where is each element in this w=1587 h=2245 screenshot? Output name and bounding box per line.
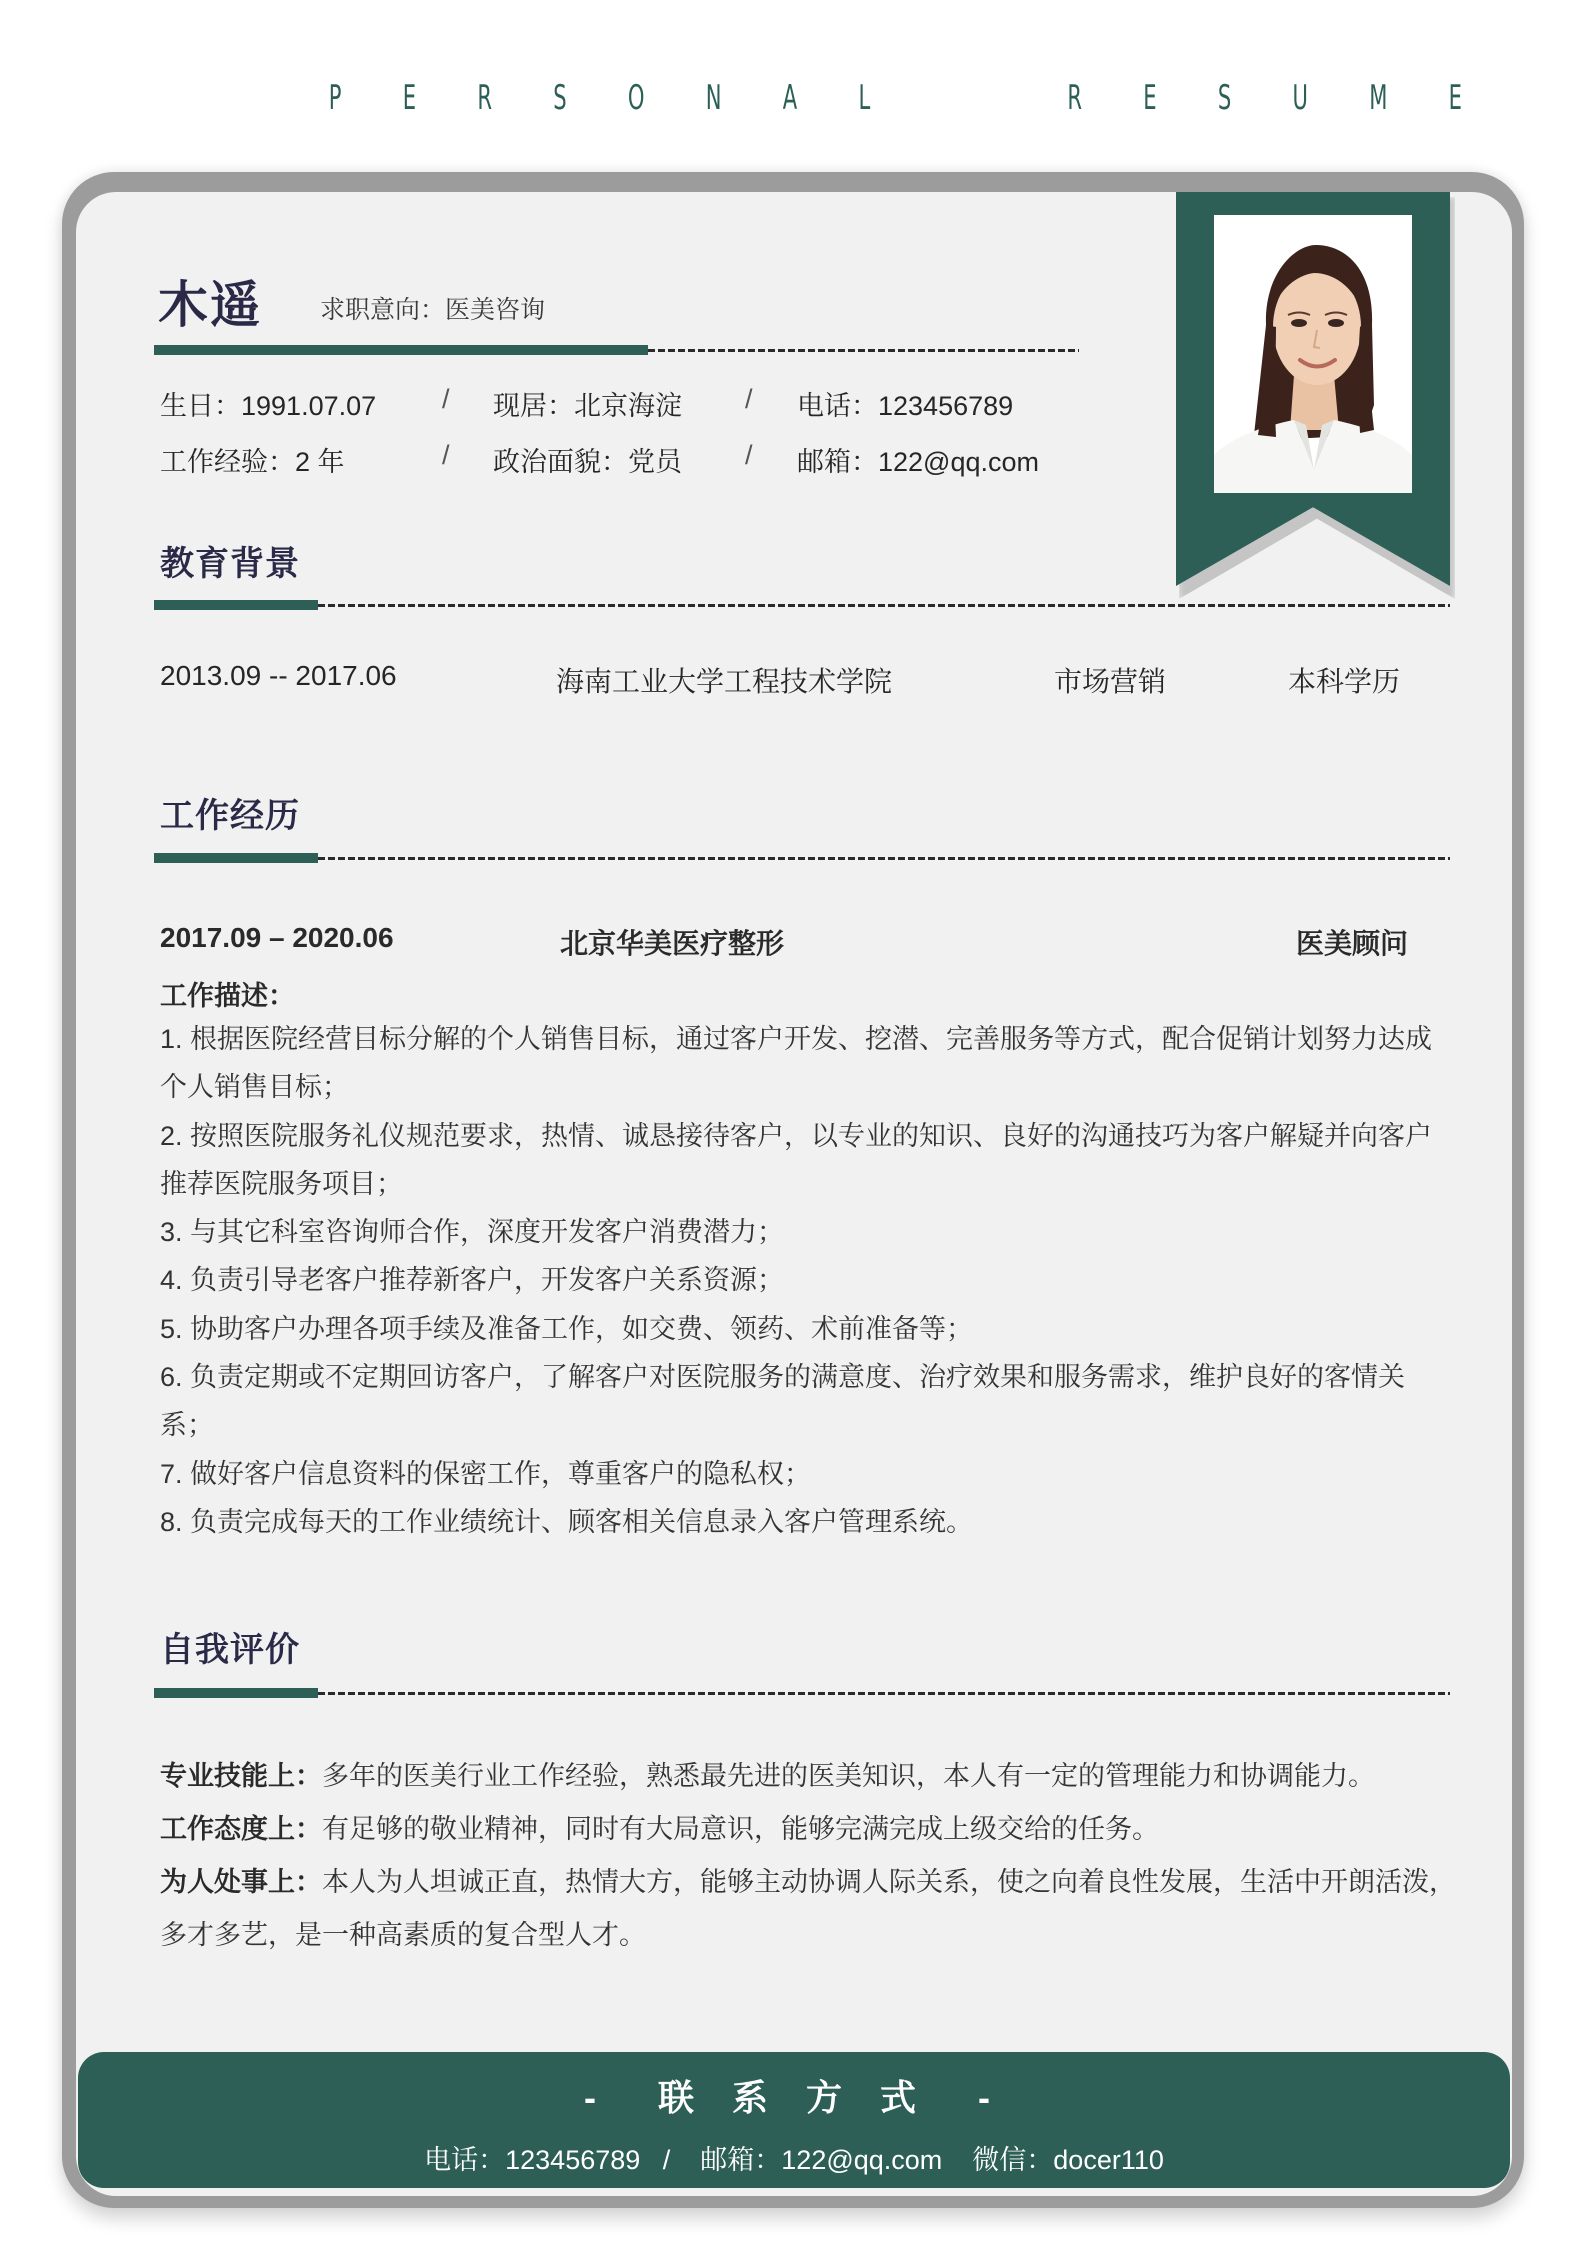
divider-dashed xyxy=(318,857,1450,860)
eval-label: 工作态度上： xyxy=(160,1814,322,1844)
duty-item: 1. 根据医院经营目标分解的个人销售目标，通过客户开发、挖潜、完善服务等方式，配合促销计划努力达成个人销售目标； xyxy=(160,1024,1433,1103)
edu-major: 市场营销 xyxy=(1054,666,1167,697)
section-title-work: 工作经历 xyxy=(160,797,300,835)
divider-dashed xyxy=(318,604,1450,607)
eval-text: 本人为人坦诚正直，热情大方，能够主动协调人际关系，使之向着良性发展，生活中开朗活泼，多才多艺，是一种高素质的复合型人才。 xyxy=(160,1867,1456,1950)
eval-item xyxy=(160,1803,1470,1856)
work-position: 医美顾问 xyxy=(1296,928,1409,959)
edu-period: 2013.09 -- 2017.06 xyxy=(160,660,397,691)
separator: / xyxy=(442,440,450,470)
edu-degree: 本科学历 xyxy=(1288,666,1401,697)
work-period: 2017.09 – 2020.06 xyxy=(160,922,394,953)
birthday: 生日：1991.07.07 xyxy=(160,391,377,421)
work-company: 北京华美医疗整形 xyxy=(560,928,785,959)
divider-accent xyxy=(154,1688,318,1698)
header-divider xyxy=(154,345,1079,355)
separator: / xyxy=(745,440,753,470)
eval-item xyxy=(160,1856,1470,1962)
self-evaluation-body xyxy=(160,1750,1470,1962)
divider-dashed xyxy=(648,349,1079,352)
contact-title: - 联 系 方 式 - xyxy=(584,2077,1004,2118)
phone: 电话：123456789 xyxy=(797,391,1014,421)
job-intent: 求职意向：医美咨询 xyxy=(320,296,546,324)
eval-label: 专业技能上： xyxy=(160,1761,322,1791)
divider-dashed xyxy=(318,1692,1450,1695)
eval-text: 有足够的敬业精神，同时有大局意识，能够完满完成上级交给的任务。 xyxy=(322,1814,1159,1844)
candidate-name: 木遥 xyxy=(158,277,262,333)
contact-footer xyxy=(78,2052,1510,2188)
contact-details: 电话：123456789 / 邮箱：122@qq.com 微信：docer110 xyxy=(424,2145,1164,2175)
duty-item: 6. 负责定期或不定期回访客户，了解客户对医院服务的满意度、治疗效果和服务需求，维护良好的客情关系； xyxy=(160,1362,1406,1441)
work-experience: 工作经验：2 年 xyxy=(160,447,345,477)
separator: / xyxy=(745,384,753,414)
section-divider-work xyxy=(154,853,1450,863)
duty-list xyxy=(160,1015,1450,1546)
divider-accent xyxy=(154,345,648,355)
duty-item: 7. 做好客户信息资料的保密工作，尊重客户的隐私权； xyxy=(160,1458,812,1489)
portrait-photo-icon xyxy=(1214,215,1412,493)
work-description-label: 工作描述： xyxy=(160,981,295,1011)
section-divider-education xyxy=(154,600,1450,610)
political-status: 政治面貌：党员 xyxy=(493,447,682,477)
email: 邮箱：122@qq.com xyxy=(797,447,1039,477)
duty-item: 3. 与其它科室咨询师合作，深度开发客户消费潜力； xyxy=(160,1217,785,1248)
duty-item: 2. 按照医院服务礼仪规范要求，热情、诚恳接待客户，以专业的知识、良好的沟通技巧为客户解疑并向客户推荐医院服务项目； xyxy=(160,1120,1433,1199)
divider-accent xyxy=(154,853,318,863)
section-title-education: 教育背景 xyxy=(160,545,300,583)
eval-text: 多年的医美行业工作经验，熟悉最先进的医美知识，本人有一定的管理能力和协调能力。 xyxy=(322,1761,1375,1791)
eval-label: 为人处事上： xyxy=(160,1867,322,1897)
separator: / xyxy=(442,384,450,414)
duty-item: 5. 协助客户办理各项手续及准备工作，如交费、领药、术前准备等； xyxy=(160,1313,974,1344)
page-title: P E R S O N A L R E S U M E xyxy=(328,78,1490,118)
residence: 现居：北京海淀 xyxy=(493,391,682,421)
divider-accent xyxy=(154,600,318,610)
section-title-self-evaluation: 自我评价 xyxy=(160,1631,300,1669)
duty-item: 4. 负责引导老客户推荐新客户，开发客户关系资源； xyxy=(160,1265,785,1296)
duty-item: 8. 负责完成每天的工作业绩统计、顾客相关信息录入客户管理系统。 xyxy=(160,1506,974,1537)
edu-school: 海南工业大学工程技术学院 xyxy=(556,666,893,697)
section-divider-self-evaluation xyxy=(154,1688,1450,1698)
eval-item xyxy=(160,1750,1470,1803)
